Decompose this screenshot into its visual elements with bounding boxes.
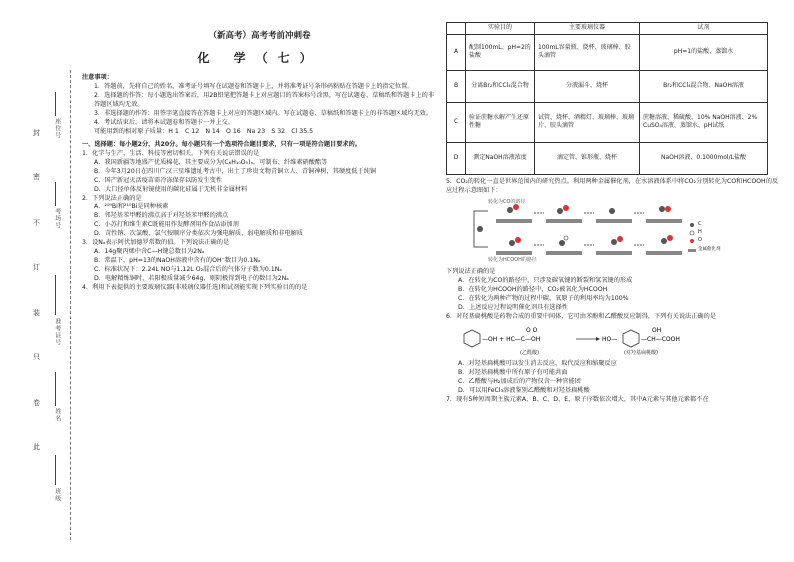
atom-o — [617, 236, 623, 242]
product-ho: HO— — [602, 335, 618, 343]
q5-subquestion: 下列说法正确的是 — [446, 267, 496, 275]
table-cell: 滴定管、锥形瓶、烧杯 — [535, 142, 640, 174]
question-7-stem: 7．现有5种短周期主族元素A、B、C、D、E，原子序数依次增大，其中A元素与其他元素都不在 — [446, 395, 709, 403]
q1-option-c: C．国产新冠灭活疫苗需冷冻保存以防发生变性 — [94, 176, 223, 184]
atom-c — [661, 238, 667, 244]
left-column — [82, 30, 437, 293]
question-1-stem: 1．化学与生产、生活、科技等密切相关。下列有关说法错误的是 — [82, 149, 260, 157]
q6-option-d: D．可以用FeCl₃溶液鉴别乙醛酸和对羟基扁桃酸 — [458, 386, 590, 394]
table-cell: 测定NaOH溶液浓度 — [466, 142, 535, 174]
q5-option-b: B．在转化为HCOOH的路径中，CO₂被氧化为HCOOH — [458, 285, 608, 293]
table-cell: Br₂和CCl₄混合物、NaOH溶液 — [640, 70, 768, 102]
table-cell: C — [447, 102, 466, 142]
atom-o — [563, 205, 569, 211]
notice-item: 3．非选择题的作答：用签字笔直接答在答题卡上对应的答题区域内。写在试题卷、草稿纸和答题卡上的非答题区域均无效。 — [94, 109, 433, 117]
notice-heading: 注意事项： — [82, 73, 113, 81]
catalyst-surface — [496, 251, 532, 255]
binding-dashed-line — [70, 70, 71, 540]
q1-option-a: A．我国新疆等地盛产优质棉花，其主要成分为(C₆H₁₀O₅)ₙ，可制布、纤维素硝酸酯等 — [94, 158, 328, 166]
co2-start — [477, 226, 483, 232]
glyoxylic-acid-label: (乙醛酸) — [520, 349, 539, 356]
binding-char: 封 — [33, 129, 40, 137]
q6-option-b: B．对羟基扁桃酸中所有原子有可能共面 — [458, 368, 568, 376]
catalyst-surface — [646, 219, 682, 223]
q3-option-d: D．电解精炼铜时，若阳极质量减少64g，则阴极得到电子的数目为2Nₐ — [94, 275, 289, 283]
bottom-path-label: 转化为HCOOH的路径 — [488, 256, 537, 263]
reaction-arrowhead — [596, 337, 600, 341]
name-label: 姓名 — [53, 408, 61, 422]
table-header-row — [447, 23, 768, 35]
reaction-pathway-figure — [466, 199, 706, 265]
question-3-stem: 3．设Nₐ表示阿伏加德罗常数的值。下列说法正确的是 — [82, 239, 230, 247]
atom-c — [507, 207, 513, 213]
right-column — [446, 22, 784, 404]
atom-c — [611, 239, 617, 245]
benzene-ring — [623, 330, 639, 347]
catalyst-surface — [546, 219, 582, 223]
legend-c-dot — [690, 223, 694, 227]
legend-catalyst-swatch — [688, 249, 696, 252]
product-chain: —CH—COOH — [641, 335, 680, 343]
benzene-ring — [464, 330, 480, 347]
question-5-stem: 5．CO₂的转化一直是世界范围内的研究热点。利用两种金属催化剂，在水溶液体系中将CO₂分别转化为CO和HCOOH的反应过程示意图如下： — [446, 177, 779, 194]
seat-number-label: 座位号 — [53, 118, 61, 139]
q3-option-c: C．标准状况下：2.24L NO与1.12L O₂混合后的气体分子数为0.1Nₐ — [94, 266, 282, 274]
table-row — [447, 70, 768, 102]
q2-option-c: C．小苏打和维生素C既能用作发酵剂用作食品添加剂 — [94, 221, 239, 229]
notice-item: 4．考试结束后，请将本试题卷和答题卡一并上交。 — [94, 118, 235, 126]
question-2-stem: 2．下列说法正确的是 — [82, 194, 142, 202]
table-header-cell: 主要玻璃仪器 — [535, 23, 640, 35]
reaction-structures — [456, 324, 776, 358]
binding-char: 订 — [33, 263, 40, 271]
binding-char: 装 — [33, 309, 40, 317]
legend-h-dot — [690, 231, 694, 235]
table-cell: 分离Br₂和CCl₄混合物 — [466, 70, 535, 102]
table-header-cell: 试剂 — [640, 23, 768, 35]
legend-catalyst: 金属催化剂 — [698, 246, 721, 252]
q6-option-a: A．对羟基扁桃酸可以发生消去反应、取代反应和缩聚反应 — [458, 359, 617, 367]
binding-char: 只 — [33, 353, 40, 361]
atom-c — [557, 208, 563, 214]
class-label: 班级 — [53, 488, 61, 502]
product-oh: OH — [652, 326, 662, 334]
atomic-mass-line: 可能用到的相对原子质量：H 1 C 12 N 14 O 16 Na 23 S 32 Cl 35.5 — [94, 127, 314, 135]
exam-room-label: 考场号 — [53, 208, 61, 229]
legend-o: O — [698, 236, 702, 243]
binding-char: 卷 — [33, 399, 40, 407]
catalyst-surface — [596, 219, 632, 223]
fill-line — [55, 182, 56, 206]
atom-o — [665, 206, 671, 212]
q5-option-a: A．在转化为CO的路径中，只涉及碳氧键的断裂和氢氧键的形成 — [458, 276, 633, 284]
table-row — [447, 34, 768, 70]
table-cell: pH=1的盐酸、蒸馏水 — [640, 34, 768, 70]
catalyst-surface — [496, 219, 532, 223]
q1-option-b: B．今年3月20日在四川广汉三星堆遗址考古中，出土了珍贵文物青铜立人、青铜神树，其硬度低于纯铜 — [94, 167, 377, 175]
question-6-stem: 6．对羟基扁桃酸是药物合成的重要中间体，它可由苯酚和乙醛酸反应制得，下列有关说法正确的是 — [446, 312, 716, 320]
q3-option-a: A．14g聚丙烯中含C—H键总数目为2Nₐ — [94, 248, 205, 256]
experiment-table — [446, 22, 768, 175]
binding-char: 此 — [33, 443, 40, 451]
notice-item: 2．选择题的作答：每小题选出答案后，用2B铅笔把答题卡上对应题目的答案标号涂黑，写在试题卷、草稿纸和答题卡上的非答题区域均无效。 — [94, 91, 435, 108]
table-cell: 100mL容量瓶、烧杯、玻璃棒、胶头滴管 — [535, 34, 640, 70]
table-cell: 分液漏斗、烧杯 — [535, 70, 640, 102]
catalyst-surface — [646, 251, 682, 255]
table-cell: B — [447, 70, 466, 102]
q2-option-d: D．苛性钠、次氯酸、氯气按顺序分类依次为强电解质、弱电解质和非电解质 — [94, 230, 303, 238]
question-4-stem: 4．利用下表提供的主要玻璃仪器(非玻璃仪器任选)和试剂能实现下列实验目的的是 — [82, 284, 308, 292]
atom-c — [659, 206, 665, 212]
table-cell: 蔗糖溶液、稀硫酸、10% NaOH溶液、2% CuSO₄溶液、蒸馏水、pH试纸 — [640, 102, 768, 142]
notice-item: 1．答题前，先将自己的姓名、准考证号填写在试题卷和答题卡上，并将准考证号条形码粘贴在答题卡上的指定位置。 — [94, 82, 414, 90]
q5-option-c: C．在转化为两种产物的过程中碳、氧原子的利用率均为100% — [458, 294, 629, 302]
atom-c — [509, 240, 515, 246]
table-cell: D — [447, 142, 466, 174]
binding-margin — [0, 0, 78, 562]
atom-o — [515, 237, 521, 243]
q3-option-b: B．常温下，pH=13的NaOH溶液中含有的OH⁻数目为0.1Nₐ — [94, 257, 261, 265]
table-cell: NaOH溶液、0.1000mol/L盐酸 — [640, 142, 768, 174]
catalyst-surface — [546, 251, 582, 255]
exam-title: （新高考）高考考前冲刺卷 — [208, 31, 311, 41]
table-header-cell: 实验目的 — [466, 23, 535, 35]
q5-option-d: D．上述反应过程说明催化剂具有选择性 — [458, 303, 568, 311]
q2-option-a: A．²⁰⁹Bi和²¹⁰Bi是同种核素 — [94, 203, 169, 211]
table-cell: 配制100mL、pH=2的盐酸 — [466, 34, 535, 70]
fill-line — [55, 275, 56, 315]
table-header-cell — [447, 23, 466, 35]
co2-conversion-diagram — [466, 198, 721, 265]
fill-line — [55, 455, 56, 485]
fill-line — [55, 372, 56, 406]
ticket-number-label: 准考证号 — [53, 318, 61, 346]
legend-h: H — [698, 228, 702, 235]
table-cell: 试管、烧杯、酒精灯、玻璃棒、玻璃片、胶头滴管 — [535, 102, 640, 142]
subject-title: 化 学（七） — [197, 51, 322, 66]
q1-option-d: D．大口径单体反射镜使用的碳化硅属于无机非金属材料 — [94, 185, 248, 193]
q6-option-c: C．乙醛酸与H₂加成后的产物仅含一种官能团 — [458, 377, 581, 385]
q2-option-b: B．邻羟基苯甲醛的沸点高于对羟基苯甲醛的沸点 — [94, 212, 229, 220]
atom-h — [564, 236, 568, 240]
reaction-equation — [456, 324, 776, 358]
phenol-oh: —OH + HC—C—OH — [482, 335, 541, 343]
hydroxymandelic-acid-label: (对羟基扁桃酸) — [624, 349, 658, 356]
top-path-label: 转化为CO的路径 — [488, 198, 526, 205]
table-row — [447, 142, 768, 174]
atom-c — [559, 240, 565, 246]
atom-o — [667, 235, 673, 241]
section-heading: 一、选择题：每小题2分，共20分。每小题只有一个选项符合题目要求，只有一项是符合题目要求的。 — [82, 140, 361, 148]
binding-char: 不 — [33, 219, 40, 227]
table-cell: A — [447, 34, 466, 70]
atom-c — [609, 208, 615, 214]
catalyst-surface — [596, 251, 632, 255]
table-cell: 验证蔗糖水解产生还原性糖 — [466, 102, 535, 142]
fill-line — [55, 92, 56, 116]
carbonyl-o: O O — [526, 326, 538, 334]
binding-char: 密 — [33, 173, 40, 181]
legend-o-dot — [690, 239, 694, 243]
table-row — [447, 102, 768, 142]
legend-c: C — [698, 220, 702, 227]
